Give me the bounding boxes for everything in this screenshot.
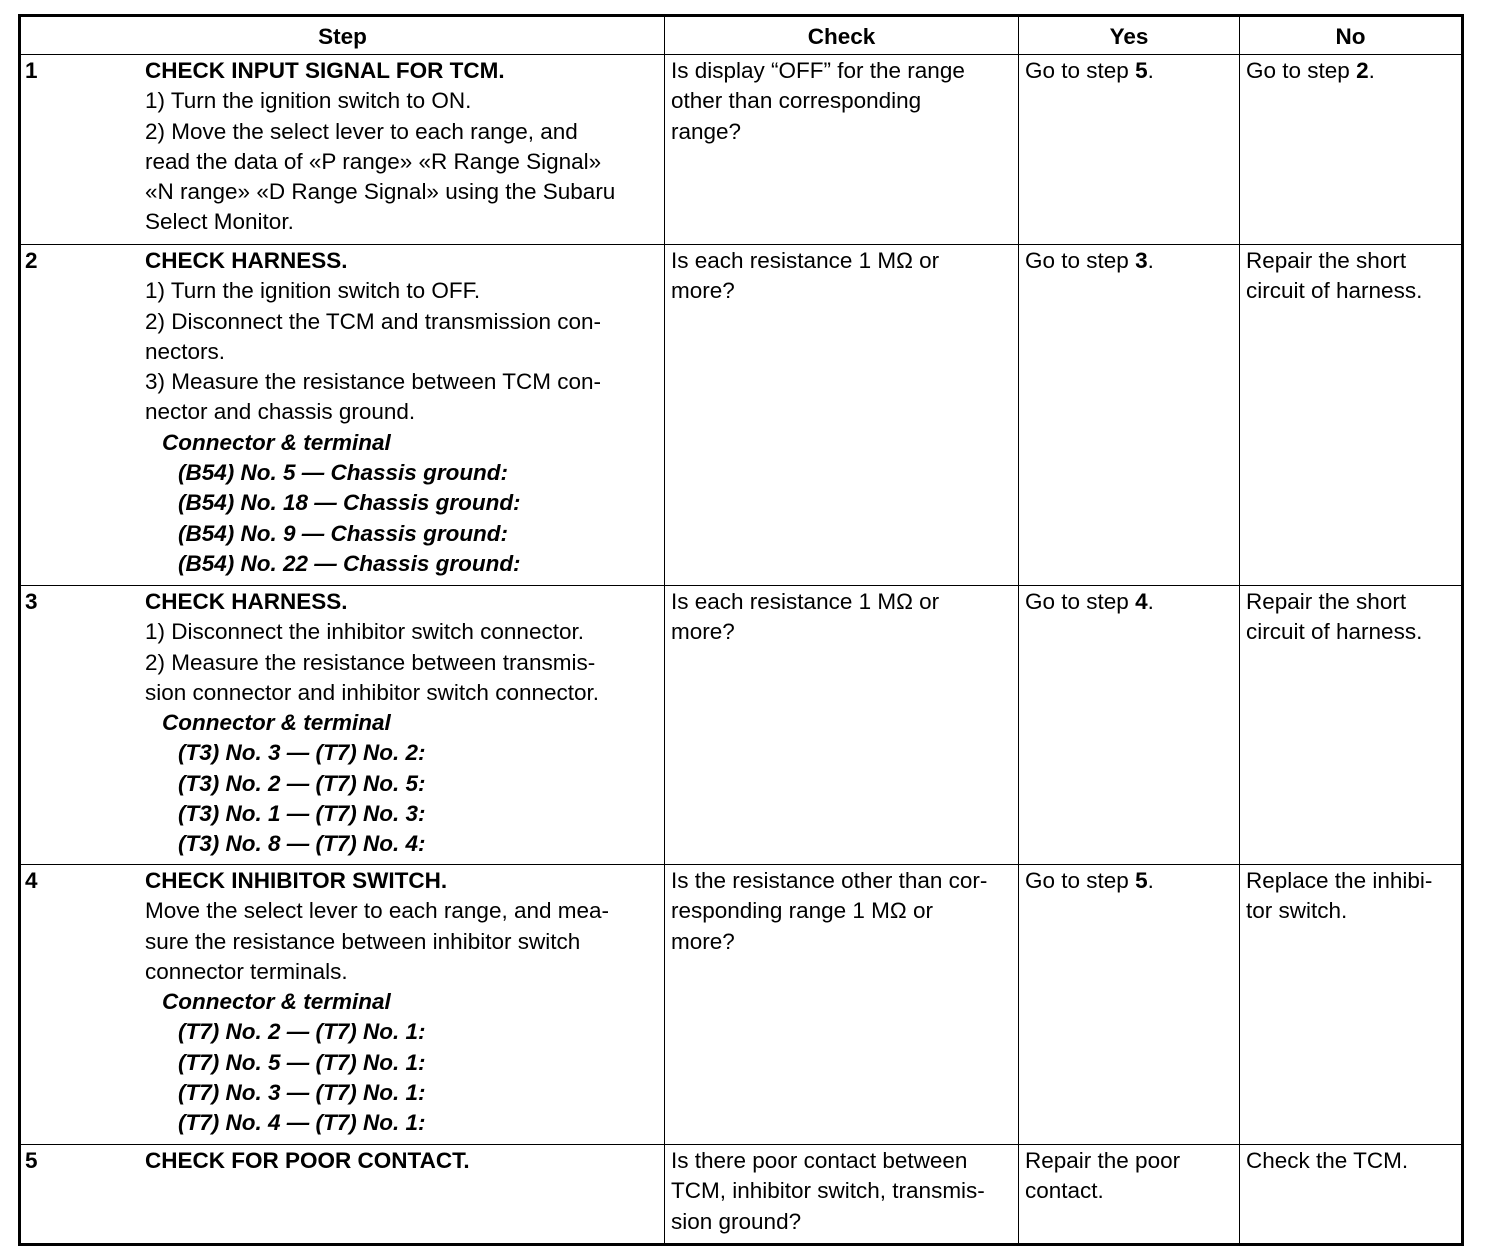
check-cell <box>665 586 1019 865</box>
header-no: No <box>1240 16 1463 55</box>
connector-terminal: (B54) No. 9 — Chassis ground: <box>178 520 509 546</box>
step-instruction: Move the select lever to each range, and mea- <box>145 898 610 924</box>
check-cell <box>665 865 1019 1145</box>
yes-cell <box>1019 586 1240 865</box>
step-cell <box>20 586 665 865</box>
step-number: 4 <box>25 868 38 893</box>
step-instruction: 2) Move the select lever to each range, and <box>145 118 578 144</box>
table-row <box>20 55 1463 245</box>
yes-text: Go to step <box>1025 589 1136 614</box>
check-line: Is there poor contact between <box>671 1148 968 1173</box>
table-row <box>20 245 1463 586</box>
connector-terminal: (T3) No. 8 — (T7) No. 4: <box>178 831 426 857</box>
step-title: CHECK HARNESS. <box>145 589 348 614</box>
no-punct: . <box>1368 58 1375 83</box>
connector-terminal: (T7) No. 3 — (T7) No. 1: <box>178 1080 426 1106</box>
check-cell <box>665 245 1019 586</box>
no-line: tor switch. <box>1246 898 1348 924</box>
no-cell <box>1240 55 1463 245</box>
step-title: CHECK INHIBITOR SWITCH. <box>145 868 448 893</box>
yes-action <box>1025 587 1234 617</box>
step-cell <box>20 1145 665 1245</box>
connector-terminal: (B54) No. 5 — Chassis ground: <box>178 460 509 486</box>
step-number: 3 <box>25 589 38 614</box>
check-line: responding range 1 MΩ or <box>671 898 933 924</box>
connector-terminal: (T3) No. 3 — (T7) No. 2: <box>178 740 426 766</box>
step-instruction: 2) Disconnect the TCM and transmission con- <box>145 308 602 334</box>
yes-line: Repair the poor <box>1025 1148 1181 1173</box>
connector-terminal: (T3) No. 1 — (T7) No. 3: <box>178 801 426 827</box>
header-check: Check <box>665 16 1019 55</box>
header-yes: Yes <box>1019 16 1240 55</box>
step-title: CHECK HARNESS. <box>145 248 348 273</box>
no-cell <box>1240 865 1463 1145</box>
check-line: TCM, inhibitor switch, transmis- <box>671 1178 985 1204</box>
step-title: CHECK FOR POOR CONTACT. <box>145 1148 470 1173</box>
no-cell <box>1240 586 1463 865</box>
connector-terminal: (T3) No. 2 — (T7) No. 5: <box>178 770 426 796</box>
step-content <box>145 587 659 860</box>
yes-step-number: 5 <box>1135 868 1148 893</box>
step-instruction: connector terminals. <box>145 958 348 984</box>
check-line: more? <box>671 619 735 645</box>
no-line: Check the TCM. <box>1246 1148 1409 1173</box>
check-line: Is the resistance other than cor- <box>671 868 988 893</box>
no-step-number: 2 <box>1356 58 1369 83</box>
check-cell <box>665 55 1019 245</box>
table-body <box>20 55 1463 1245</box>
check-line: Is display “OFF” for the range <box>671 58 965 83</box>
yes-step-number: 5 <box>1135 58 1148 83</box>
check-line: other than corresponding <box>671 88 922 114</box>
yes-text: Go to step <box>1025 248 1136 273</box>
yes-cell <box>1019 865 1240 1145</box>
yes-punct: . <box>1147 868 1154 893</box>
connector-terminal: (B54) No. 22 — Chassis ground: <box>178 550 521 576</box>
step-content <box>145 866 659 1139</box>
table-row <box>20 1145 1463 1245</box>
yes-step-number: 3 <box>1135 248 1148 273</box>
yes-text: Go to step <box>1025 868 1136 893</box>
step-cell <box>20 245 665 586</box>
yes-action <box>1025 56 1234 86</box>
connector-terminal: (T7) No. 4 — (T7) No. 1: <box>178 1110 426 1136</box>
no-text: Go to step <box>1246 58 1357 83</box>
table-row <box>20 586 1463 865</box>
yes-action <box>1025 866 1234 896</box>
step-content <box>145 246 659 579</box>
step-number: 1 <box>25 58 38 83</box>
step-instruction: 1) Disconnect the inhibitor switch connector. <box>145 619 584 645</box>
step-instruction: sure the resistance between inhibitor switch <box>145 928 581 954</box>
step-cell <box>20 865 665 1145</box>
table-header-row <box>20 16 1463 55</box>
step-content <box>145 1146 659 1176</box>
check-line: Is each resistance 1 MΩ or <box>671 248 940 273</box>
diagnostic-table <box>18 14 1464 1246</box>
step-cell <box>20 55 665 245</box>
table-row <box>20 865 1463 1145</box>
yes-text: Go to step <box>1025 58 1136 83</box>
check-line: range? <box>671 118 742 144</box>
yes-cell <box>1019 245 1240 586</box>
no-line: Replace the inhibi- <box>1246 868 1433 893</box>
connector-heading: Connector & terminal <box>162 710 391 736</box>
check-line: Is each resistance 1 MΩ or <box>671 589 940 614</box>
yes-action <box>1025 246 1234 276</box>
connector-heading: Connector & terminal <box>162 429 391 455</box>
step-instruction: 1) Turn the ignition switch to ON. <box>145 88 472 114</box>
connector-heading: Connector & terminal <box>162 989 391 1015</box>
step-number: 2 <box>25 248 38 273</box>
no-line: circuit of harness. <box>1246 278 1423 304</box>
yes-cell <box>1019 1145 1240 1245</box>
check-line: more? <box>671 928 735 954</box>
step-instruction: «N range» «D Range Signal» using the Subaru <box>145 179 616 205</box>
no-line: Repair the short <box>1246 589 1407 614</box>
yes-punct: . <box>1147 248 1154 273</box>
step-instruction: 3) Measure the resistance between TCM con- <box>145 369 602 395</box>
step-content <box>145 56 659 238</box>
step-instruction: nector and chassis ground. <box>145 399 416 425</box>
check-line: more? <box>671 278 735 304</box>
no-cell <box>1240 245 1463 586</box>
connector-terminal: (T7) No. 5 — (T7) No. 1: <box>178 1049 426 1075</box>
yes-cell <box>1019 55 1240 245</box>
step-instruction: nectors. <box>145 338 226 364</box>
yes-punct: . <box>1147 589 1154 614</box>
step-instruction: sion connector and inhibitor switch connector. <box>145 679 600 705</box>
no-cell <box>1240 1145 1463 1245</box>
step-instruction: read the data of «P range» «R Range Signal» <box>145 148 602 174</box>
step-number: 5 <box>25 1148 38 1173</box>
connector-terminal: (T7) No. 2 — (T7) No. 1: <box>178 1019 426 1045</box>
no-line: circuit of harness. <box>1246 619 1423 645</box>
yes-punct: . <box>1147 58 1154 83</box>
yes-line: contact. <box>1025 1178 1104 1204</box>
step-instruction: 1) Turn the ignition switch to OFF. <box>145 278 481 304</box>
header-step: Step <box>20 16 665 55</box>
check-cell <box>665 1145 1019 1245</box>
no-line: Repair the short <box>1246 248 1407 273</box>
step-title: CHECK INPUT SIGNAL FOR TCM. <box>145 58 505 83</box>
step-instruction: 2) Measure the resistance between transmis- <box>145 649 596 675</box>
check-line: sion ground? <box>671 1208 802 1234</box>
yes-step-number: 4 <box>1135 589 1148 614</box>
connector-terminal: (B54) No. 18 — Chassis ground: <box>178 490 521 516</box>
step-instruction: Select Monitor. <box>145 209 294 235</box>
no-action <box>1246 56 1456 86</box>
